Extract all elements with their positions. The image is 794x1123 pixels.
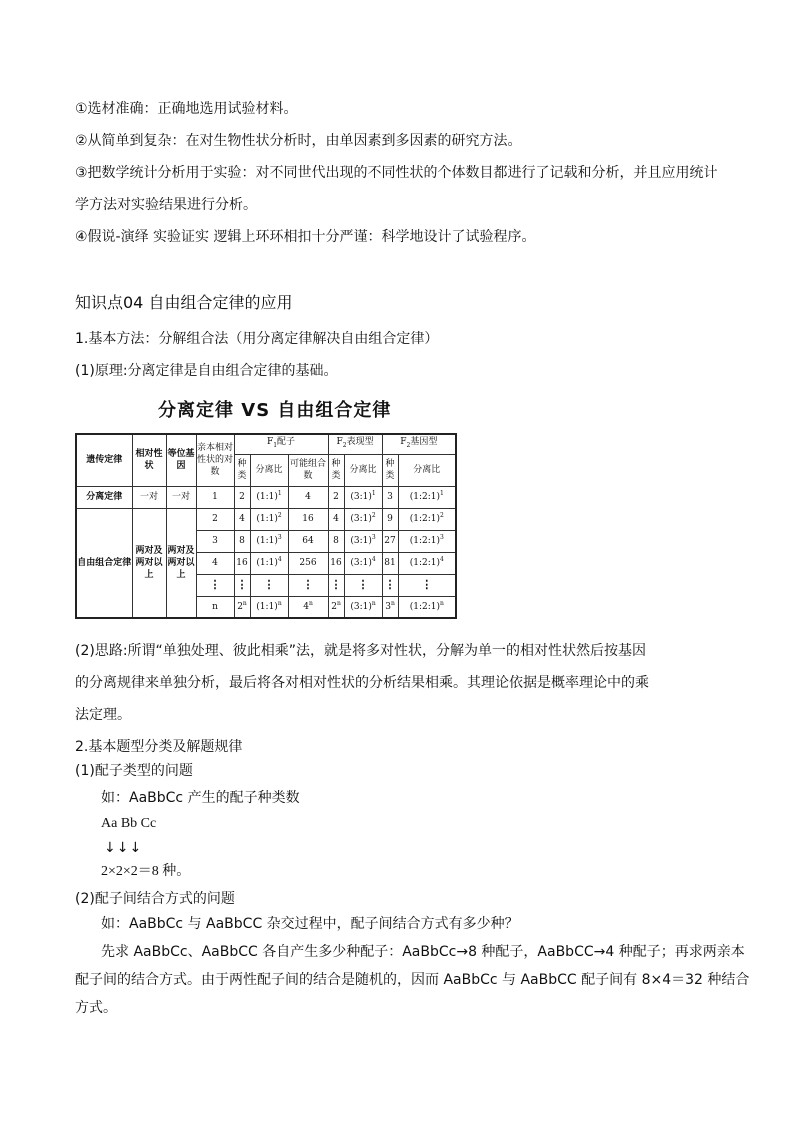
row-separation-law: 分离定律 <box>76 486 132 508</box>
cell: 1 <box>196 486 234 508</box>
cell: (1:1)$^2$ <box>250 508 288 530</box>
cell: 4$^n$ <box>288 596 328 618</box>
cell: (1:2:1)$^4$ <box>398 552 456 574</box>
cell: (3:1)$^4$ <box>344 552 382 574</box>
question-2-line-2: 配子间的结合方式。由于两性配子间的结合是随机的，因而 AaBbCc 与 AaBbCC 配子间有 8×4＝32 种结合 <box>75 972 750 988</box>
vdots: ⋮ <box>234 574 250 596</box>
header-ratio: 分离比 <box>344 454 382 486</box>
point-1: ①选材准确：正确地选用试验材料。 <box>75 101 298 117</box>
basic-method: 1.基本方法：分解组合法（用分离定律解决自由组合定律） <box>75 331 439 347</box>
cell: 4 <box>288 486 328 508</box>
table-row <box>76 508 456 530</box>
cell: 2 <box>196 508 234 530</box>
header-f2-phenotype: $F_2$表现型 <box>328 434 382 454</box>
cell: 2 <box>328 486 344 508</box>
cell-gene: 一对 <box>166 486 196 508</box>
vdots: ⋮ <box>196 574 234 596</box>
cell: 4 <box>328 508 344 530</box>
table-row <box>76 486 456 508</box>
vdots: ⋮ <box>250 574 288 596</box>
vdots: ⋮ <box>328 574 344 596</box>
cell: 2 <box>234 486 250 508</box>
vdots: ⋮ <box>288 574 328 596</box>
question-1-genes: Aa Bb Cc <box>101 816 157 831</box>
cell: 16 <box>288 508 328 530</box>
cell: 16 <box>234 552 250 574</box>
vdots: ⋮ <box>382 574 398 596</box>
cell: 3$^n$ <box>382 596 398 618</box>
header-kinds: 种类 <box>382 454 398 486</box>
cell-trait: 一对 <box>132 486 166 508</box>
vdots: ⋮ <box>344 574 382 596</box>
cell: (3:1)$^n$ <box>344 596 382 618</box>
cell: (1:1)$^4$ <box>250 552 288 574</box>
cell: 3 <box>382 486 398 508</box>
header-pairs: 亲本相对性状的对数 <box>196 434 234 486</box>
genetics-comparison-table <box>75 433 457 619</box>
principle: (1)原理:分离定律是自由组合定律的基础。 <box>75 363 338 379</box>
cell: 27 <box>382 530 398 552</box>
header-ratio: 分离比 <box>398 454 456 486</box>
cell: (3:1)$^1$ <box>344 486 382 508</box>
cell: 81 <box>382 552 398 574</box>
types-title: 2.基本题型分类及解题规律 <box>75 739 243 755</box>
question-2-line-3: 方式。 <box>75 1000 117 1016</box>
cell: (1:2:1)$^3$ <box>398 530 456 552</box>
cell: 9 <box>382 508 398 530</box>
question-2-title: (2)配子间结合方式的问题 <box>75 891 235 907</box>
cell: n <box>196 596 234 618</box>
header-ratio: 分离比 <box>250 454 288 486</box>
cell: (1:1)$^n$ <box>250 596 288 618</box>
cell-gene: 两对及两对以上 <box>166 508 196 618</box>
cell: 4 <box>196 552 234 574</box>
cell: 16 <box>328 552 344 574</box>
question-1-arrows: ↓↓↓ <box>104 840 143 856</box>
cell: (1:2:1)$^1$ <box>398 486 456 508</box>
question-2-example: 如：AaBbCc 与 AaBbCC 杂交过程中，配子间结合方式有多少种？ <box>101 916 519 932</box>
cell: 4 <box>234 508 250 530</box>
idea-line-1: (2)思路:所谓“单独处理、彼此相乘”法，就是将多对性状，分解为单一的相对性状然后按基因 <box>75 643 647 659</box>
cell: (1:2:1)$^2$ <box>398 508 456 530</box>
header-kinds: 种类 <box>234 454 250 486</box>
header-f2-genotype: $F_2$基因型 <box>382 434 456 454</box>
point-3-line-1: ③把数学统计分析用于实验：对不同世代出现的不同性状的个体数目都进行了记载和分析，并且应用统计 <box>75 165 718 181</box>
cell: 256 <box>288 552 328 574</box>
header-trait: 相对性状 <box>132 434 166 486</box>
cell: (3:1)$^2$ <box>344 508 382 530</box>
header-law: 遗传定律 <box>76 434 132 486</box>
question-1-title: (1)配子类型的问题 <box>75 763 193 779</box>
cell: (3:1)$^3$ <box>344 530 382 552</box>
point-4: ④假说-演绎 实验证实 逻辑上环环相扣十分严谨：科学地设计了试验程序。 <box>75 229 536 245</box>
question-1-calc: 2×2×2＝8 种。 <box>101 864 191 879</box>
cell: 64 <box>288 530 328 552</box>
header-kinds: 种类 <box>328 454 344 486</box>
table-title: 分离定律 VS 自由组合定律 <box>158 400 392 421</box>
header-gene: 等位基因 <box>166 434 196 486</box>
cell: (1:2:1)$^n$ <box>398 596 456 618</box>
point-3-line-2: 学方法对实验结果进行分析。 <box>75 197 257 213</box>
cell: (1:1)$^3$ <box>250 530 288 552</box>
idea-line-2: 的分离规律来单独分析，最后将各对相对性状的分析结果相乘。其理论依据是概率理论中的乘 <box>75 675 649 691</box>
section-title: 知识点04 自由组合定律的应用 <box>75 293 293 312</box>
cell: 2$^n$ <box>328 596 344 618</box>
vdots: ⋮ <box>398 574 456 596</box>
point-2: ②从简单到复杂：在对生物性状分析时，由单因素到多因素的研究方法。 <box>75 133 522 149</box>
cell: 8 <box>234 530 250 552</box>
question-2-line-1: 先求 AaBbCc、AaBbCC 各自产生多少种配子：AaBbCc→8 种配子，AaBbCC→4 种配子；再求两亲本 <box>101 944 745 960</box>
cell-trait: 两对及两对以上 <box>132 508 166 618</box>
cell: (1:1)$^1$ <box>250 486 288 508</box>
cell: 2$^n$ <box>234 596 250 618</box>
row-free-combination-law: 自由组合定律 <box>76 508 132 618</box>
header-f1-gametes: $F_1$配子 <box>234 434 328 454</box>
cell: 3 <box>196 530 234 552</box>
header-combinations: 可能组合数 <box>288 454 328 486</box>
cell: 8 <box>328 530 344 552</box>
idea-line-3: 法定理。 <box>75 707 131 723</box>
question-1-example: 如：AaBbCc 产生的配子种类数 <box>101 790 300 806</box>
